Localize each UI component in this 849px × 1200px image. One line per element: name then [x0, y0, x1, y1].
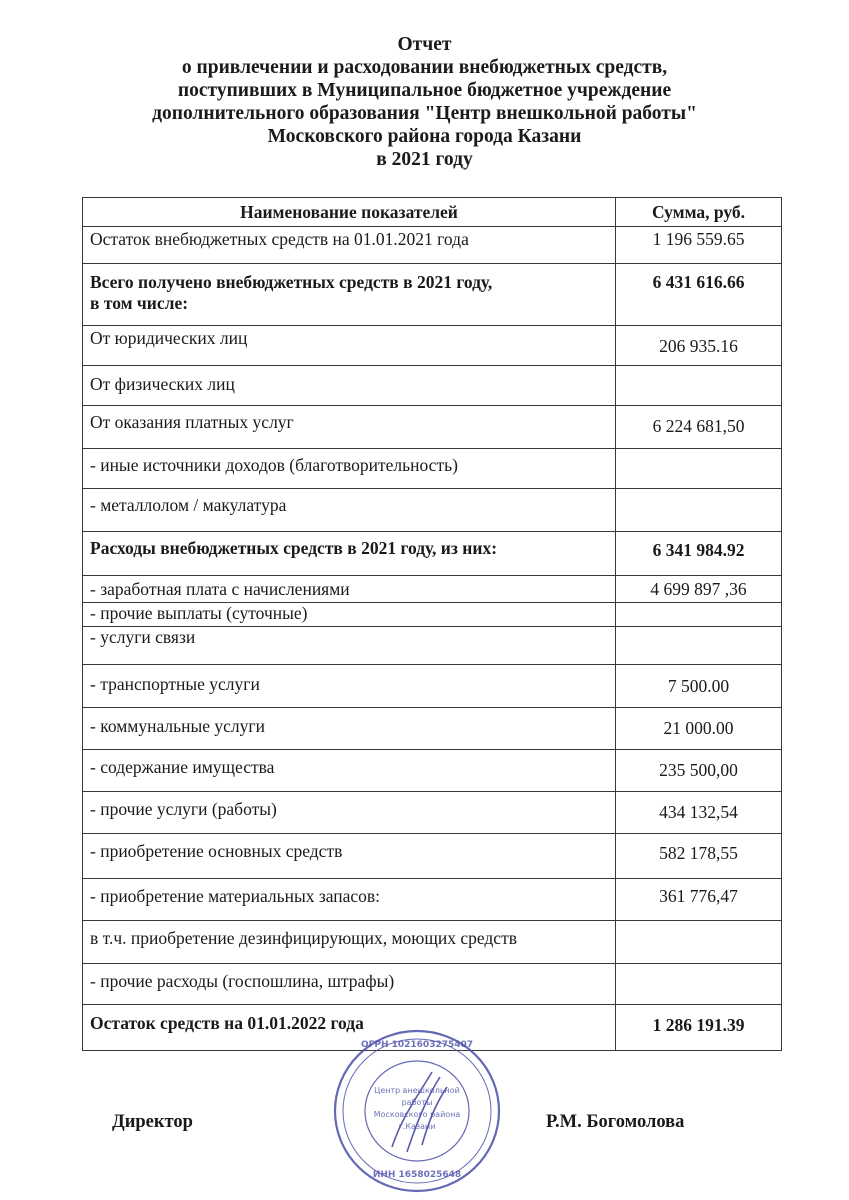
svg-text:ИНН 1658025648: ИНН 1658025648: [372, 1170, 462, 1180]
report-subtitle-line-2: поступивших в Муниципальное бюджетное учреждение: [177, 80, 672, 101]
table-row-opening-balance: [83, 227, 782, 264]
financial-report-table: [82, 197, 782, 1051]
report-subtitle-line-3: дополнительного образования "Центр внешкольной работы": [152, 103, 697, 124]
row-sum: [616, 627, 782, 665]
row-sum: 206 935.16: [616, 326, 782, 366]
svg-text:ОГРН 1021603275407: ОГРН 1021603275407: [360, 1040, 474, 1050]
row-sum: 21 000.00: [616, 708, 782, 750]
row-label-line-2: в том числе:: [90, 293, 189, 313]
director-name: Р.М. Богомолова: [546, 1112, 685, 1132]
row-sum: [616, 366, 782, 406]
row-sum: 7 500.00: [616, 665, 782, 708]
report-subtitle-line-4: Московского района города Казани: [267, 126, 582, 147]
row-sum: 4 699 897 ,36: [616, 576, 782, 603]
report-title-block: [0, 33, 849, 171]
table-row: [83, 792, 782, 834]
row-label: От физических лиц: [83, 366, 616, 406]
row-label: - приобретение материальных запасов:: [83, 879, 616, 921]
table-row: [83, 449, 782, 489]
row-label: - прочие услуги (работы): [83, 792, 616, 834]
table-row: [83, 326, 782, 366]
svg-text:Центр внешкольной: Центр внешкольной: [374, 1086, 460, 1095]
column-header-name: Наименование показателей: [83, 198, 616, 227]
row-sum: 6 341 984.92: [616, 532, 782, 576]
row-label: [83, 264, 616, 326]
row-label: - коммунальные услуги: [83, 708, 616, 750]
table-row: [83, 834, 782, 879]
row-sum: 1 196 559.65: [616, 227, 782, 264]
svg-text:Московского района: Московского района: [373, 1110, 461, 1119]
row-label: Остаток средств на 01.01.2022 года: [83, 1005, 616, 1051]
row-sum: [616, 489, 782, 532]
table-row: [83, 406, 782, 449]
row-label: Остаток внебюджетных средств на 01.01.2021 года: [83, 227, 616, 264]
table-row: [83, 665, 782, 708]
report-title: Отчет: [397, 34, 452, 55]
row-label: - приобретение основных средств: [83, 834, 616, 879]
table-row: [83, 964, 782, 1005]
row-label: - транспортные услуги: [83, 665, 616, 708]
table-row: [83, 921, 782, 964]
row-sum: 235 500,00: [616, 750, 782, 792]
row-sum: 361 776,47: [616, 879, 782, 921]
report-subtitle-line-1: о привлечении и расходовании внебюджетных средств,: [181, 57, 668, 78]
row-label: От оказания платных услуг: [83, 406, 616, 449]
row-label-line-1: Всего получено внебюджетных средств в 2021 году,: [90, 272, 493, 292]
row-label: - прочие выплаты (суточные): [83, 603, 616, 627]
table-row: [83, 750, 782, 792]
table-row: [83, 627, 782, 665]
svg-text:работы: работы: [401, 1098, 433, 1107]
table-row: [83, 879, 782, 921]
row-label: - услуги связи: [83, 627, 616, 665]
row-label: - прочие расходы (госпошлина, штрафы): [83, 964, 616, 1005]
table-row: [83, 366, 782, 406]
table-row: [83, 576, 782, 603]
row-sum: [616, 921, 782, 964]
report-subtitle-line-5: в 2021 году: [376, 149, 473, 170]
table-header-row: [83, 198, 782, 227]
row-sum: 6 431 616.66: [616, 264, 782, 326]
director-title: Директор: [112, 1112, 193, 1132]
row-sum: 582 178,55: [616, 834, 782, 879]
table-row: [83, 708, 782, 750]
row-label: в т.ч. приобретение дезинфицирующих, моющих средств: [83, 921, 616, 964]
table-row-total-expenses: [83, 532, 782, 576]
row-label: - иные источники доходов (благотворительность): [83, 449, 616, 489]
row-label: - содержание имущества: [83, 750, 616, 792]
table-row-total-received: [83, 264, 782, 326]
row-sum: 434 132,54: [616, 792, 782, 834]
svg-text:г.Казани: г.Казани: [398, 1122, 436, 1131]
row-label: - заработная плата с начислениями: [83, 576, 616, 603]
row-label: Расходы внебюджетных средств в 2021 году, из них:: [83, 532, 616, 576]
row-sum: 1 286 191.39: [616, 1005, 782, 1051]
row-sum: [616, 603, 782, 627]
row-sum: [616, 449, 782, 489]
column-header-sum: Сумма, руб.: [616, 198, 782, 227]
table-row: [83, 489, 782, 532]
row-sum: [616, 964, 782, 1005]
table-row: [83, 603, 782, 627]
row-sum: 6 224 681,50: [616, 406, 782, 449]
row-label: От юридических лиц: [83, 326, 616, 366]
row-label: - металлолом / макулатура: [83, 489, 616, 532]
official-stamp-icon: [322, 1027, 512, 1195]
